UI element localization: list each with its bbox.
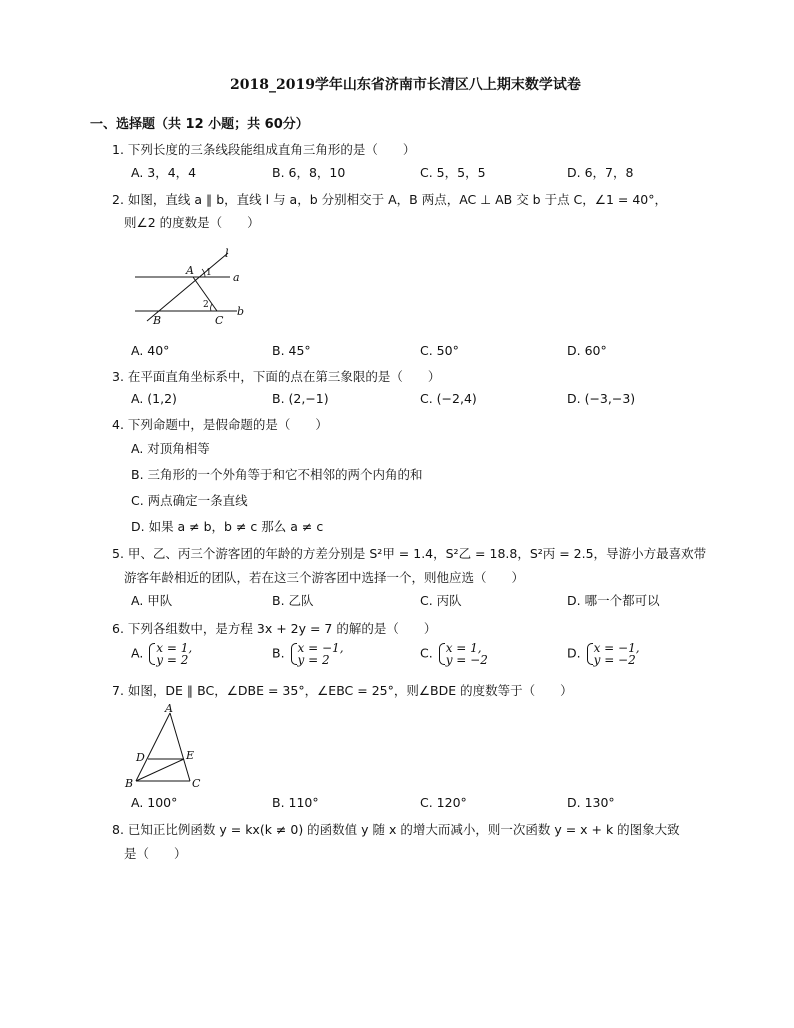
- question-2-stem-line1: 2. 如图，直线 a ∥ b，直线 l 与 a，b 分别相交于 A，B 两点，AC ⊥ AB 交 b 于点 C，∠1 = 40°，: [112, 192, 668, 207]
- question-4-option-c[interactable]: C. 两点确定一条直线: [131, 493, 248, 508]
- option-label: C.: [420, 645, 433, 661]
- question-5-stem-line1: 5. 甲、乙、丙三个游客团的年龄的方差分别是 S²甲 = 1.4，S²乙 = 18.8，S²丙 = 2.5，导游小方最喜欢带: [112, 546, 707, 561]
- question-7-figure: [118, 703, 208, 793]
- question-6-option-c[interactable]: [420, 642, 488, 666]
- question-4-option-b[interactable]: B. 三角形的一个外角等于和它不相邻的两个内角的和: [131, 467, 423, 482]
- question-5-option-d[interactable]: D. 哪一个都可以: [567, 593, 660, 608]
- question-6-option-b[interactable]: [272, 642, 344, 666]
- fig7-label-A: A: [165, 703, 173, 715]
- question-3-option-d[interactable]: D. (−3,−3): [567, 391, 636, 406]
- question-1-stem: 1. 下列长度的三条线段能组成直角三角形的是（ ）: [112, 142, 416, 157]
- question-2-option-c[interactable]: C. 50°: [420, 343, 459, 358]
- question-5-option-a[interactable]: A. 甲队: [131, 593, 173, 608]
- question-8-stem-line1: 8. 已知正比例函数 y = kx(k ≠ 0) 的函数值 y 随 x 的增大而减小，则一次函数 y = x + k 的图象大致: [112, 822, 680, 837]
- fig2-angle-1: 1: [206, 268, 212, 278]
- question-5-option-b[interactable]: B. 乙队: [272, 593, 314, 608]
- fig2-label-B: B: [153, 314, 162, 327]
- equation-system: x = −1, y = −2: [585, 642, 640, 666]
- question-6-stem: 6. 下列各组数中，是方程 3x + 2y = 7 的解的是（ ）: [112, 621, 437, 636]
- fig2-angle-2: 2: [203, 300, 209, 310]
- question-1-option-d[interactable]: D. 6，7，8: [567, 165, 634, 180]
- fig7-label-D: D: [136, 751, 145, 764]
- question-4-option-a[interactable]: A. 对顶角相等: [131, 441, 210, 456]
- section-heading: 一、选择题（共 12 小题；共 60分）: [90, 117, 309, 132]
- page-title: 2018_2019学年山东省济南市长清区八上期末数学试卷: [230, 77, 581, 93]
- question-7-option-c[interactable]: C. 120°: [420, 795, 467, 810]
- fig2-label-C: C: [215, 314, 224, 327]
- option-label: A.: [131, 645, 144, 661]
- fig2-label-A: A: [186, 264, 194, 277]
- question-8-stem-line2: 是（ ）: [124, 846, 187, 861]
- question-7-option-d[interactable]: D. 130°: [567, 795, 615, 810]
- question-6-option-a[interactable]: [131, 642, 192, 666]
- fig7-label-E: E: [186, 749, 195, 762]
- question-3-stem: 3. 在平面直角坐标系中，下面的点在第三象限的是（ ）: [112, 369, 441, 384]
- question-2-option-b[interactable]: B. 45°: [272, 343, 311, 358]
- question-2-stem-line2: 则∠2 的度数是（ ）: [124, 215, 260, 230]
- question-1-option-a[interactable]: A. 3，4，4: [131, 165, 197, 180]
- question-5-option-c[interactable]: C. 丙队: [420, 593, 462, 608]
- fig2-label-a: a: [233, 271, 240, 284]
- question-4-stem: 4. 下列命题中，是假命题的是（ ）: [112, 417, 328, 432]
- question-2-figure: [125, 245, 255, 330]
- question-3-option-a[interactable]: A. (1,2): [131, 391, 177, 406]
- fig2-label-l: l: [225, 247, 229, 260]
- question-3-option-c[interactable]: C. (−2,4): [420, 391, 477, 406]
- question-3-option-b[interactable]: B. (2,−1): [272, 391, 329, 406]
- equation-system: x = 1, y = −2: [437, 642, 488, 666]
- question-1-option-c[interactable]: C. 5，5，5: [420, 165, 486, 180]
- fig7-label-C: C: [192, 777, 201, 790]
- question-2-option-d[interactable]: D. 60°: [567, 343, 607, 358]
- question-6-option-d[interactable]: [567, 642, 640, 666]
- question-1-option-b[interactable]: B. 6，8，10: [272, 165, 346, 180]
- question-7-option-a[interactable]: A. 100°: [131, 795, 178, 810]
- question-5-stem-line2: 游客年龄相近的团队，若在这三个游客团中选择一个，则他应选（ ）: [124, 570, 525, 585]
- equation-system: x = 1, y = 2: [147, 642, 192, 666]
- question-7-stem: 7. 如图，DE ∥ BC，∠DBE = 35°，∠EBC = 25°，则∠BDE 的度数等于（ ）: [112, 683, 573, 698]
- question-7-option-b[interactable]: B. 110°: [272, 795, 319, 810]
- question-4-option-d[interactable]: D. 如果 a ≠ b，b ≠ c 那么 a ≠ c: [131, 519, 324, 534]
- equation-system: x = −1, y = 2: [289, 642, 344, 666]
- fig2-label-b: b: [237, 305, 245, 318]
- fig7-label-B: B: [125, 777, 134, 790]
- option-label: D.: [567, 645, 581, 661]
- question-2-option-a[interactable]: A. 40°: [131, 343, 170, 358]
- option-label: B.: [272, 645, 285, 661]
